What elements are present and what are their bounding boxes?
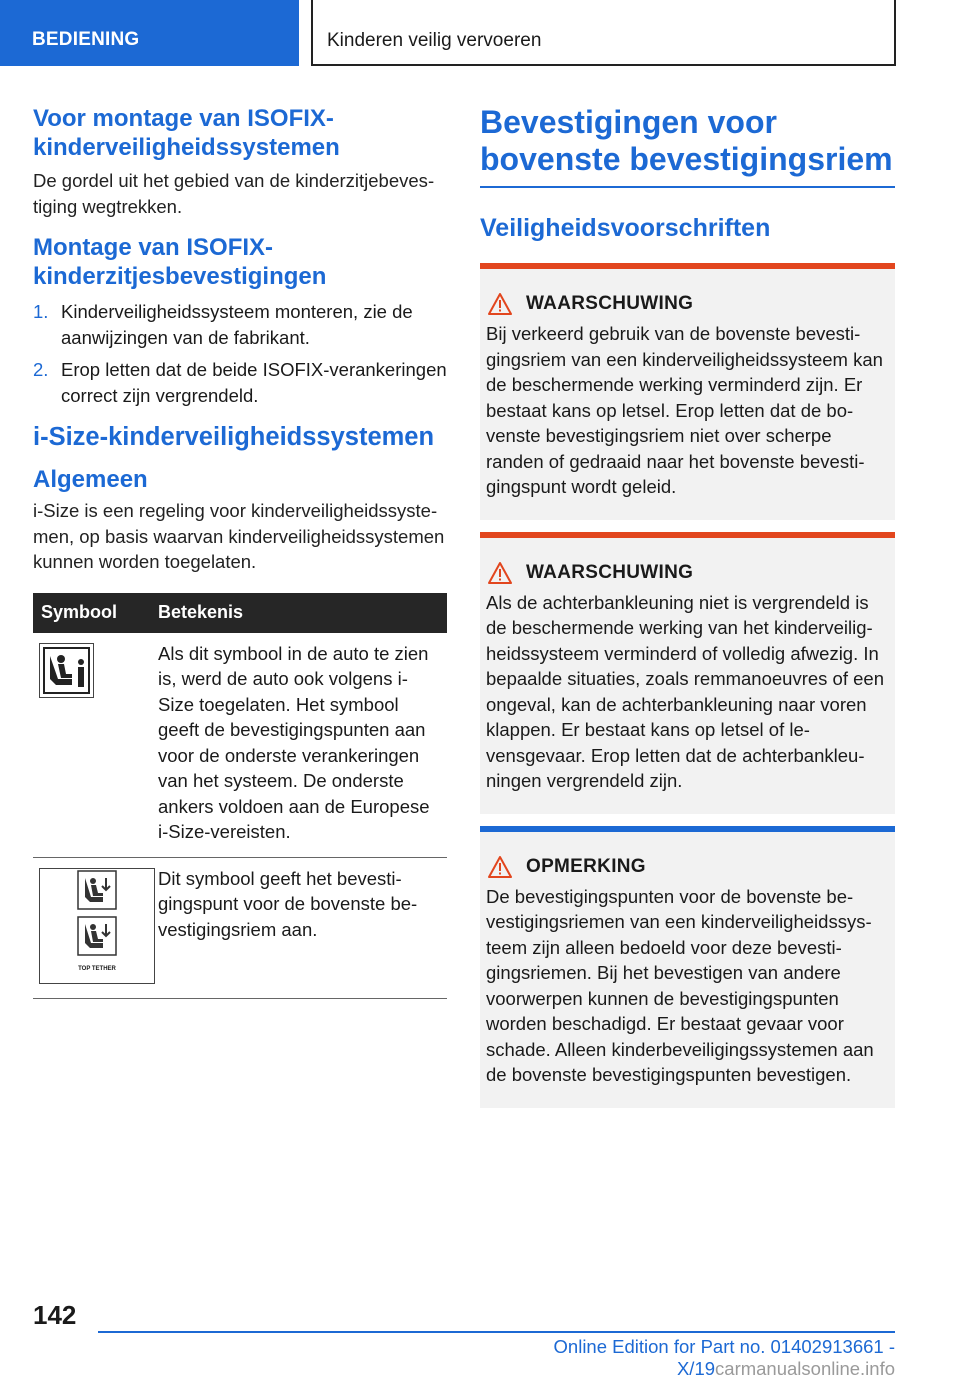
i-size-seat-icon — [39, 643, 94, 698]
notice-text: Bij verkeerd gebruik van de bovenste bevestigingsriem van een kinderveiligheidssysteem kan de beschermende werking verminderd zijn. Er bestaat kans op letsel. Erop letten dat de bovenste bevestigingsriem niet over scherpe randen of gedraaid naar het bovenste bevestigingspunt wordt geleid. — [486, 323, 883, 497]
notice-warning-1 — [480, 263, 895, 520]
table-row — [33, 633, 447, 858]
notice-text: Als de achterbankleuning niet is vergrendeld is de beschermende werking van het kinderveiligheidssysteem verminderd of volledig afwezig. In bepaalde situaties, zoals remmanoeuvres of een ongeval, kan de achterbankleuning naar voren klappen. Er bestaat kans op letsel of levensgevaar. Erop letten dat de achterbankleuningen vergrendeld zijn. — [486, 591, 884, 791]
heading-top-tether: Bevestigingen voor bovenste bevestigingsriem — [480, 104, 893, 177]
section-title: BEDIENING — [32, 29, 140, 50]
notice-title: WAARSCHUWING — [488, 293, 887, 315]
symbol-cell — [33, 633, 156, 858]
footer-watermark: carmanualsonline.info — [715, 1358, 895, 1379]
heading-general: Algemeen — [33, 466, 148, 493]
page-number: 142 — [33, 1300, 77, 1330]
table-row — [33, 857, 447, 998]
right-column — [480, 104, 895, 1108]
meaning-cell: Als dit symbool in de auto te zien is, werd de auto ook volgens i-Size toegelaten. Het symbool geeft de bevestigingspunten aan voor de onderste verankeringen van het systeem. De onderste ankers voldoen aan de Europese i-Size-vereisten. — [156, 633, 447, 858]
meaning-cell: Dit symbool geeft het bevestigingspunt voor de bovenste bevestigingsriem aan. — [156, 857, 447, 998]
warning-triangle-icon — [488, 293, 512, 315]
chapter-header — [311, 0, 896, 66]
notice-warning-2 — [480, 532, 895, 814]
footer-rule — [98, 1331, 895, 1333]
mount-steps — [33, 299, 447, 408]
heading-rule — [480, 186, 895, 188]
section-tab — [0, 0, 299, 66]
warning-triangle-icon — [488, 856, 512, 878]
heading-isize: i-Size-kinderveiligheidssystemen — [33, 423, 435, 451]
top-tether-icon — [39, 868, 155, 984]
heading-safety: Veiligheidsvoorschriften — [480, 214, 771, 242]
footer-edition: Online Edition for Part no. 01402913661 - X/19carmanualsonline.info — [553, 1336, 895, 1379]
notice-remark — [480, 826, 895, 1108]
column-header-meaning: Betekenis — [156, 593, 447, 633]
paragraph-isofix-remove: De gordel uit het gebied van de kinderzitjebevestiging wegtrekken. — [33, 170, 435, 217]
chapter-title: Kinderen veilig vervoeren — [327, 30, 542, 51]
symbol-cell — [33, 857, 156, 998]
table-header-row — [33, 593, 447, 633]
notice-title: WAARSCHUWING — [488, 562, 887, 584]
notice-title: OPMERKING — [488, 856, 887, 878]
heading-isofix-remove: Voor montage van ISOFIX-kinderveiligheidssystemen — [33, 105, 340, 161]
left-column — [33, 104, 447, 999]
symbol-table — [33, 593, 447, 999]
paragraph-general: i-Size is een regeling voor kinderveiligheidssystemen, op basis waarvan kinderveiligheidssystemen kunnen worden toegelaten. — [33, 500, 445, 572]
list-item: 1. Kinderveiligheidssysteem monteren, zie de aanwijzingen van de fabrikant. — [33, 301, 413, 348]
warning-triangle-icon — [488, 562, 512, 584]
column-header-symbol: Symbool — [33, 593, 156, 633]
list-item: 2. Erop letten dat de beide ISOFIX-verankeringen correct zijn vergrendeld. — [33, 359, 447, 406]
heading-isofix-mount: Montage van ISOFIX-kinderzitjesbevestigingen — [33, 234, 327, 290]
top-tether-label: TOP TETHER — [78, 966, 116, 973]
notice-text: De bevestigingspunten voor de bovenste bevestigingsriemen van een kinderveiligheidssysteem zijn alleen bedoeld voor deze bevestigingsriemen. Bij het bevestigen van andere voorwerpen kunnen de bevestigingspunten worden beschadigd. Er bestaat gevaar voor schade. Alleen kinderbeveiligingssystemen aan de bovenste bevestigingspunten bevestigen. — [486, 885, 874, 1085]
